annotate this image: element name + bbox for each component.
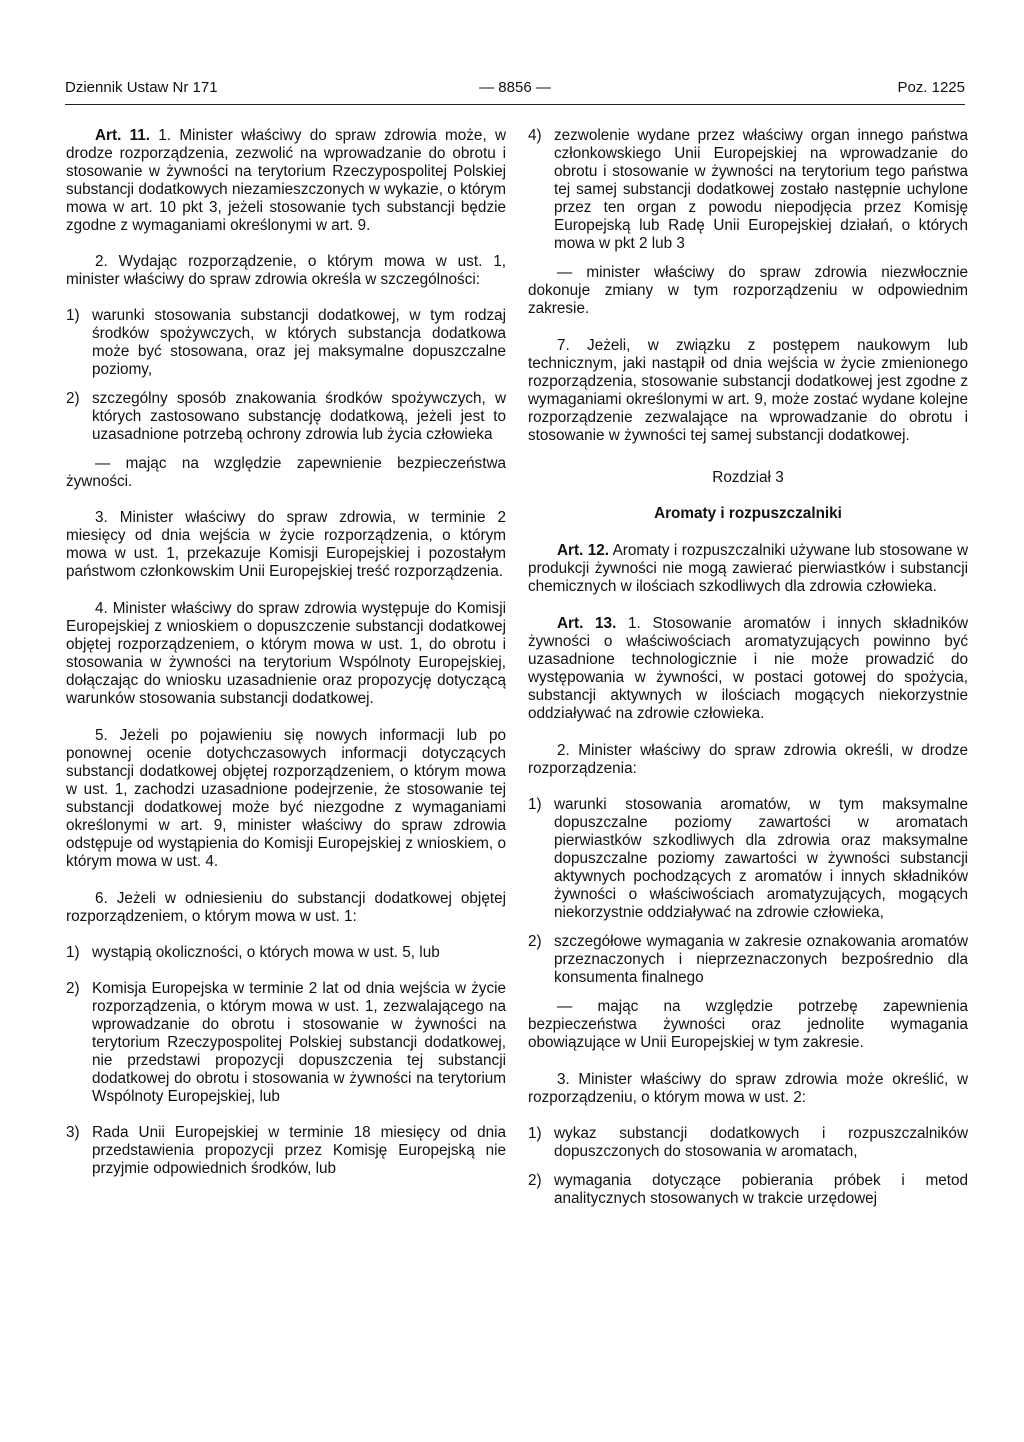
left-column: [66, 127, 506, 1178]
list-item-text: wymagania dotyczące pobierania próbek i metod analitycznych stosowanych w trakcie urzędowej: [554, 1172, 968, 1207]
list-item: [528, 127, 968, 253]
list-item-number: 2): [528, 933, 542, 950]
list-item: [66, 307, 506, 379]
list-item-number: 1): [66, 307, 80, 324]
list-item: [528, 796, 968, 922]
art11-para2: 2. Wydając rozporządzenie, o którym mowa w ust. 1, minister właściwy do spraw zdrowia określa w szczególności:: [66, 253, 506, 288]
list-item-number: 2): [66, 980, 80, 997]
list-item-number: 2): [528, 1172, 542, 1189]
list-item: [528, 933, 968, 987]
art13-label: Art. 13.: [557, 615, 617, 632]
list-item-number: 1): [66, 944, 80, 961]
position-number: Poz. 1225: [897, 79, 965, 96]
art13-para2: 2. Minister właściwy do spraw zdrowia określi, w drodze rozporządzenia:: [528, 742, 968, 777]
list-item-number: 3): [66, 1124, 80, 1141]
page-number: — 8856 —: [479, 79, 551, 96]
header-rule: [65, 104, 965, 105]
list-item-number: 4): [528, 127, 542, 144]
list-item: [66, 390, 506, 444]
list-item-number: 2): [66, 390, 80, 407]
list-item-text: wystąpią okoliczności, o których mowa w ust. 5, lub: [92, 944, 440, 961]
art13-para3: 3. Minister właściwy do spraw zdrowia może określić, w rozporządzeniu, o którym mowa w ust. 2:: [528, 1071, 968, 1106]
chapter-label: Rozdział 3: [712, 469, 784, 486]
art11-para1: [66, 127, 506, 235]
art11-para6-closing: — minister właściwy do spraw zdrowia niezwłocznie dokonuje zmiany w tym rozporządzeniu w odpowiednim zakresie.: [528, 264, 968, 317]
art11-para7: 7. Jeżeli, w związku z postępem naukowym lub technicznym, jaki nastąpił od dnia wejścia w życie zmienionego rozporządzenia, stosowanie substancji dodatkowej jest zgodne z wymaganiami określonymi w art. 9, może zostać wydane kolejne rozporządzenie zezwalające na wprowadzanie do obrotu i stosowanie w żywności tej samej substancji dodatkowej.: [528, 337, 968, 444]
list-item-text: warunki stosowania substancji dodatkowej, w tym rodzaj środków spożywczych, w których substancja dodatkowa może być stosowana, oraz jej maksymalne dopuszczalne poziomy,: [92, 307, 506, 378]
journal-title: Dziennik Ustaw Nr 171: [65, 79, 218, 96]
art13-para1: [528, 615, 968, 723]
list-item-text: warunki stosowania aromatów, w tym maksymalne dopuszczalne poziomy zawartości w aromatach pierwiastków szkodliwych dla zdrowia oraz maksymalne dopuszczalne poziomy zawartości w żywności substancji aktywnych pochodzących z aromatów i innych składników żywności o właściwościach aromatyzujących, mogących niekorzystnie oddziaływać na zdrowie człowieka,: [554, 796, 968, 921]
art11-para6: 6. Jeżeli w odniesieniu do substancji dodatkowej objętej rozporządzeniem, o którym mowa w ust. 1:: [66, 890, 506, 925]
list-item-text: Komisja Europejska w terminie 2 lat od dnia wejścia w życie rozporządzenia, o którym mowa w ust. 1, zezwalającego na wprowadzanie do obrotu i stosowanie w żywności na terytorium Rzeczypospolitej Polskiej substancji dodatkowej, nie przedstawi propozycji dopuszczenia tej substancji dodatkowej do obrotu i stosowania w żywności na terytorium Wspólnoty Europejskiej, lub: [92, 980, 506, 1105]
list-item: [66, 1124, 506, 1178]
chapter-title: Aromaty i rozpuszczalniki: [654, 505, 842, 522]
list-item-number: 1): [528, 796, 542, 813]
list-item-number: 1): [528, 1125, 542, 1142]
art13-para2-closing: — mając na względzie potrzebę zapewnienia bezpieczeństwa żywności oraz jednolite wymagania obowiązujące w Unii Europejskiej w tym zakresie.: [528, 998, 968, 1051]
art11-para1-text: 1. Minister właściwy do spraw zdrowia może, w drodze rozporządzenia, zezwolić na wprowadzanie do obrotu i stosowanie w żywności na terytorium Rzeczypospolitej Polskiej substancji dodatkowych niezamieszczonych w wykazie, o którym mowa w art. 10 pkt 3, jeżeli stosowanie tych substancji będzie zgodne z wymaganiami określonymi w art. 9.: [66, 127, 506, 234]
art13-para1-text: 1. Stosowanie aromatów i innych składników żywności o właściwościach aromatyzujących powinno być uzasadnione technologicznie i nie może prowadzić do występowania w żywności, w postaci gotowej do spożycia, substancji aktywnych w ilościach mogących niekorzystnie oddziaływać na zdrowie człowieka.: [528, 615, 969, 722]
art11-para4: 4. Minister właściwy do spraw zdrowia występuje do Komisji Europejskiej z wnioskiem o dopuszczenie substancji dodatkowej objętej rozporządzeniem, o którym mowa w ust. 1, do obrotu i stosowania w żywności na terytorium Wspólnoty Europejskiej, dołączając do wniosku uzasadnienie oraz propozycję dotyczącą warunków stosowania substancji dodatkowej.: [66, 600, 506, 707]
art11-para3: 3. Minister właściwy do spraw zdrowia, w terminie 2 miesięcy od dnia wejścia w życie rozporządzenia, o którym mowa w ust. 1, przekazuje Komisji Europejskiej i pozostałym państwom członkowskim Unii Europejskiej treść rozporządzenia.: [66, 509, 506, 580]
page-header: [65, 78, 965, 100]
list-item-text: szczegółowe wymagania w zakresie oznakowania aromatów przeznaczonych i nieprzeznaczonych bezpośrednio dla konsumenta finalnego: [554, 933, 968, 986]
art11-para5: 5. Jeżeli po pojawieniu się nowych informacji lub po ponownej ocenie dotychczasowych informacji dotyczących substancji dodatkowej objętej rozporządzeniem, o którym mowa w ust. 1, zachodzi uzasadnione podejrzenie, że stosowanie tej substancji dodatkowej może być niezgodne z wymaganiami określonymi w art. 9, minister właściwy do spraw zdrowia odstępuje od wystąpienia do Komisji Europejskiej z wnioskiem, o którym mowa w ust. 4.: [66, 727, 506, 870]
art11-para2-closing: — mając na względzie zapewnienie bezpieczeństwa żywności.: [66, 455, 506, 490]
list-item: [66, 980, 506, 1106]
list-item-text: Rada Unii Europejskiej w terminie 18 miesięcy od dnia przedstawienia propozycji przez Komisję Europejską nie przyjmie odpowiednich środków, lub: [92, 1124, 506, 1177]
list-item-text: wykaz substancji dodatkowych i rozpuszczalników dopuszczonych do stosowania w aromatach,: [554, 1125, 968, 1160]
list-item: [528, 1125, 968, 1161]
right-column: [528, 127, 968, 1208]
art11-label: Art. 11.: [95, 127, 151, 144]
art12-label: Art. 12.: [557, 542, 610, 559]
art12-para: [528, 542, 968, 596]
list-item: [66, 944, 506, 962]
list-item: [528, 1172, 968, 1208]
art12-text: Aromaty i rozpuszczalniki używane lub stosowane w produkcji żywności nie mogą zawierać pierwiastków i substancji chemicznych w ilościach szkodliwych dla zdrowia człowieka.: [528, 542, 969, 595]
list-item-text: szczególny sposób znakowania środków spożywczych, w których zastosowano substancję dodatkową, jeżeli jest to uzasadnione potrzebą ochrony zdrowia lub życia człowieka: [92, 390, 506, 443]
list-item-text: zezwolenie wydane przez właściwy organ innego państwa członkowskiego Unii Europejskiej na wprowadzanie do obrotu i stosowanie w żywności na terytorium tego państwa tej samej substancji dodatkowej zostało następnie uchylone przez ten organ z powodu niepodjęcia przez Komisję Europejską lub Radę Unii Europejskiej działań, o których mowa w pkt 2 lub 3: [554, 127, 968, 252]
